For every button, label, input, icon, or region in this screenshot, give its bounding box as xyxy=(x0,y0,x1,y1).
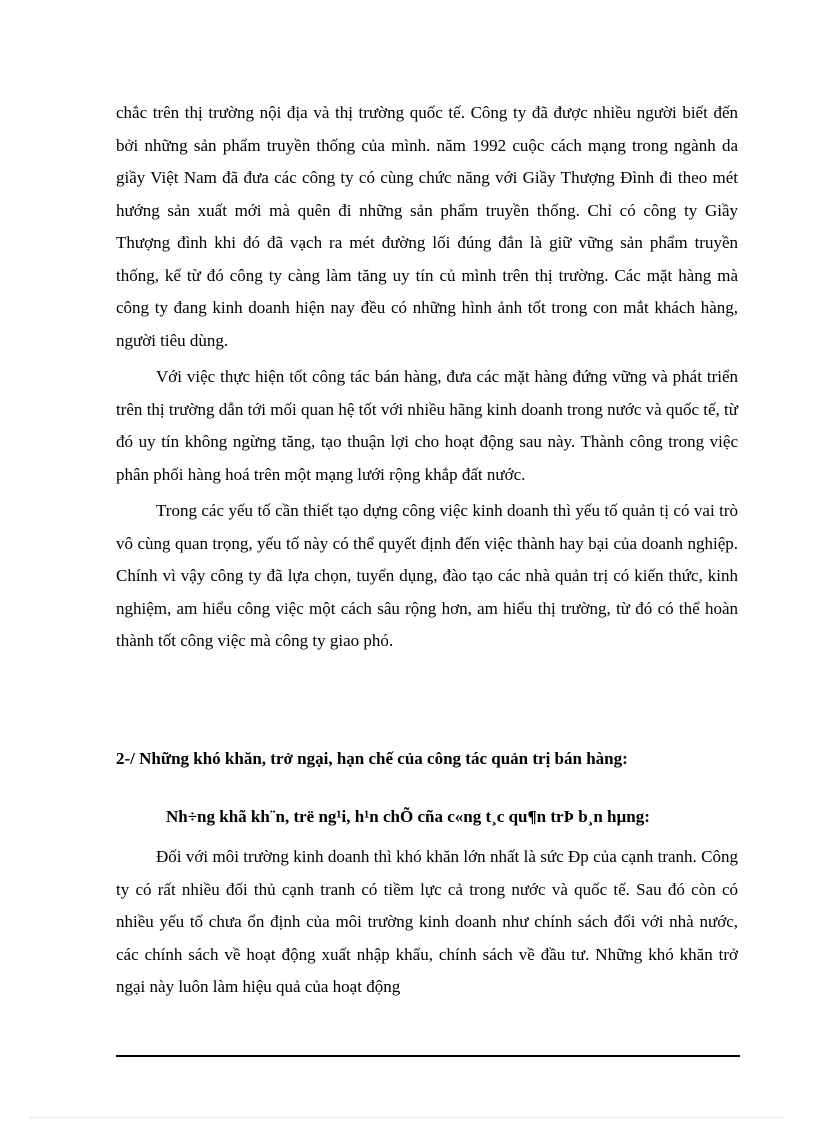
section-heading-garbled: Nh÷ng khã kh¨n, trë ng¹i, h¹n chÕ cña c«ng t¸c qu¶n trÞ b¸n hµng: xyxy=(166,807,650,826)
paragraph-management-factor: Trong các yếu tố cần thiết tạo dựng công việc kinh doanh thì yếu tố quản tị có vai trò vô cùng quan trọng, yếu tố này có thể quyết định đến việc thành hay bại của doanh nghiệp. Chính vì vậy công ty đã lựa chọn, tuyển dụng, đào tạo các nhà quản trị có kiến thức, kinh nghiệm, am hiểu công việc một cách sâu rộng hơn, am hiểu thị trường, từ đó có thể hoàn thành tốt công việc mà công ty giao phó. xyxy=(116,501,738,650)
footer-divider xyxy=(116,1055,740,1057)
body-text-top xyxy=(116,97,738,658)
paragraph-business-environment: Đối với môi trường kinh doanh thì khó khăn lớn nhất là sức Đp của cạnh tranh. Công ty có rất nhiều đối thủ cạnh tranh có tiềm lực cả trong nước và quốc tế. Sau đó còn có nhiều yếu tố chưa ổn định của môi trường kinh doanh như chính sách đối với nhà nước, các chính sách về hoạt động xuất nhập khẩu, chính sách về đầu tư. Những khó khăn trở ngại này luôn làm hiệu quả của hoạt động xyxy=(116,847,738,996)
page-bottom-edge xyxy=(30,1117,786,1118)
paragraph-sales-success: Với việc thực hiện tốt công tác bán hàng, đưa các mặt hàng đứng vững và phát triển trên thị trường dẫn tới mối quan hệ tốt với nhiều hãng kinh doanh trong nước và quốc tế, từ đó uy tín không ngừng tăng, tạo thuận lợi cho hoạt động sau này. Thành công trong việc phân phối hàng hoá trên một mạng lưới rộng khắp đất nước. xyxy=(116,367,738,484)
paragraph-continuation: chắc trên thị trường nội địa và thị trường quốc tế. Công ty đã được nhiều người biết đến bởi những sản phẩm truyền thống của mình. năm 1992 cuộc cách mạng trong ngành da giầy Việt Nam đã đưa các công ty có cùng chức năng với Giầy Thượng Đình đi theo mét hướng sản xuất mới mà quên đi những sản phẩm truyền thống. Chỉ có công ty Giầy Thượng đình khi đó đã vạch ra mét đường lối đúng đắn là giữ vững sản phẩm truyền thống, kể từ đó công ty càng làm tăng uy tín củ mình trên thị trường. Các mặt hàng mà công ty đang kinh doanh hiện nay đều có những hình ảnh tốt trong con mắt khách hàng, người tiêu dùng. xyxy=(116,103,738,350)
body-text-bottom xyxy=(116,841,738,1004)
section-heading: 2-/ Những khó khăn, trở ngại, hạn chế của công tác quản trị bán hàng: xyxy=(116,749,628,768)
